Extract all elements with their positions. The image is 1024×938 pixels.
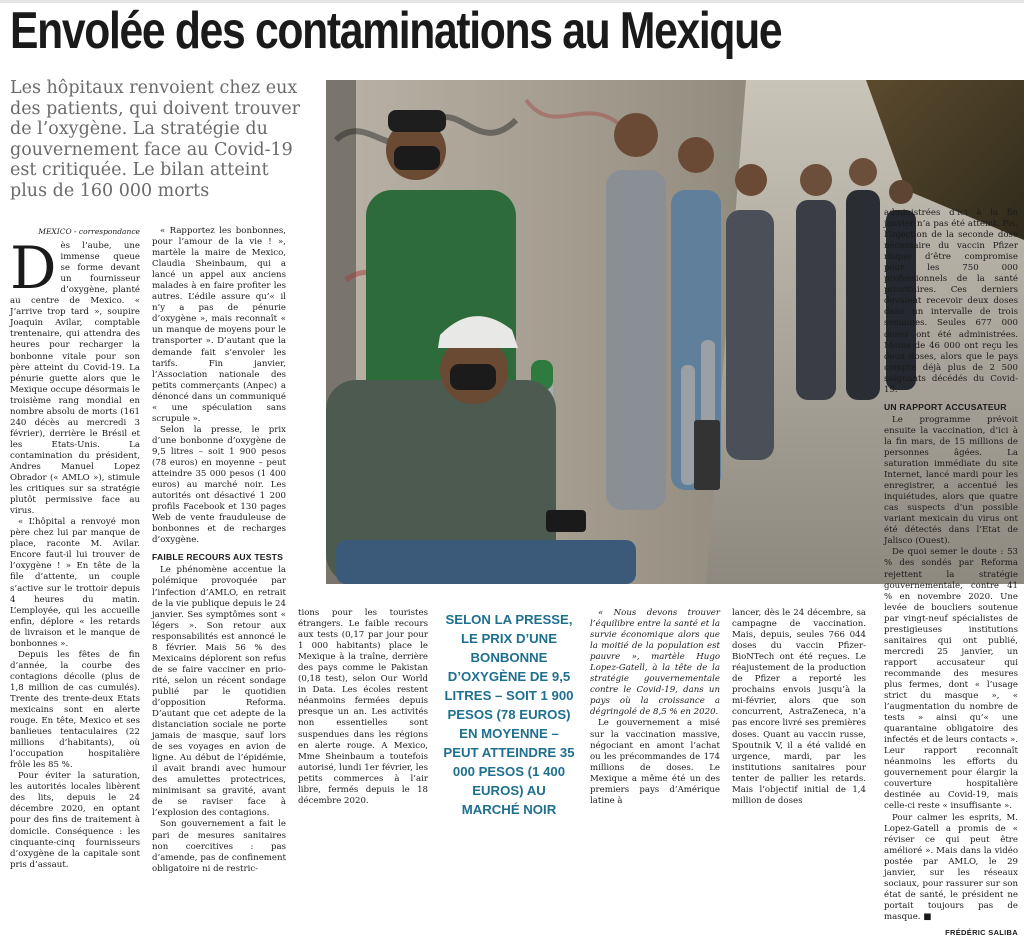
col2-paragraph: Le phénomène accentue la polémique provoquée par l’infection d’AMLO, en retrait de la vie publique depuis le 24 janvier. Ses symptômes sont « légers ». Son retour aux responsabilités est annoncé le 8 février. Mais 56 % des Mexicains déplorent son refus de se faire vacciner en prio-rité, selon un récent sondage publié par le quotidien d’opposition Reforma. D’autant que cet adepte de la distanciation sociale ne porte jamais de masque, sauf lors de ses voyages en avion de ligne. Au début de l’épidémie, il avait brandi avec humour des amulettes protectrices, minimisant sa gravité, avant de se raviser face à l’explosion des contagions. bbox=[152, 565, 286, 819]
dateline: MEXICO - correspondance bbox=[38, 227, 140, 236]
article-column-5 bbox=[590, 608, 720, 807]
col5-paragraph: « Nous devons trouver l’équilibre entre la santé et la survie économique alors que la moitié de la population est pauvre », martèle Hugo Lopez-Gatell, à la tête de la stratégie gouvernementale contre le Covid-19, dans un pays où la croissance a dégringolé de 8,5 % en 2020. bbox=[590, 608, 720, 718]
col3-paragraph: tions pour les touristes étrangers. Le faible recours aux tests (0,17 par jour pour 1 000 habitants) place le Mexique à la traîne, derrière des pays comme le Pakistan (0,18 test), selon Our World in Data. Les écoles restent néanmoins fermées depuis presque un an. Les activités non essentielles sont suspendues dans les régions en alerte rouge. A Mexico, Mme Sheinbaum a toutefois autorisé, lundi 1er février, les petits commerces à l’air libre, fermés depuis le 18 décembre 2020. bbox=[298, 608, 428, 806]
subheading-tests: FAIBLE RECOURS AUX TESTS bbox=[152, 552, 284, 563]
article-column-3 bbox=[298, 608, 428, 807]
col6-paragraph: lancer, dès le 24 décembre, sa campagne de vaccination. Mais, depuis, seules 766 044 doses du vaccin Pfizer-BioNTech ont été reçues. Le réajustement de la production de Pfizer a reporté les prochains envois jusqu’à la mi-février, alors que son concurrent, AstraZeneca, n’a pas encore livré ses premières doses. Quant au vaccin russe, Spoutnik V, il a été validé en urgence, mardi, par les institutions sanitaires pour tenter de pallier les retards. Mais l’objectif initial de 1,4 million de doses bbox=[732, 608, 866, 806]
col1-paragraph: « L’hôpital a renvoyé mon père chez lui par manque de place, raconte M. Avilar. Encore faut-il lui trouver de l’oxygène ! » En tête de la file d’attente, un couple s’active sur le trottoir depuis 4 heures du matin. L’employée, qui les accueille enfin, déplore « les retards de livraison et le manque de bonbonnes ». bbox=[10, 517, 140, 649]
article-column-6 bbox=[732, 608, 866, 807]
article-column-2 bbox=[152, 226, 286, 875]
headline: Envolée des contaminations au Mexique bbox=[10, 2, 782, 60]
col7-paragraph: De quoi semer le doute : 53 % des sondés par Reforma rejettent la stratégie gouvernementale, contre 41 % en novembre 2020. Une levée de boucliers soutenue par vingt-neuf spécialistes de prestigieuses institutions sanitaires qui ont publié, mercredi 25 janvier, un rapport accusateur qui recommande des mesures plus fermes, dont « l’usage strict du masque », « l’augmentation du nombre de tests » ainsi qu’« une quarantaine obligatoire des infectés et de leurs contacts ». Leur rapport reconnaît néanmoins les efforts du gouvernement pour élargir la couverture hospitalière destinée au Covid-19, mais celle-ci reste « insuffisante ». bbox=[884, 547, 1018, 812]
article-column-7 bbox=[884, 208, 1018, 938]
pull-quote: SELON LA PRESSE, LE PRIX D’UNE BONBONNE D’OXYGÈNE DE 9,5 LITRES – SOIT 1 900 PESOS (78 EUROS) EN MOYENNE – PEUT ATTEINDRE 35 000 PESOS (1 400 EUROS) AU MARCHÉ NOIR bbox=[443, 612, 575, 817]
col2-paragraph: Son gouvernement a fait le pari de mesures sanitaires non coercitives : pas d’amende, pas de confinement obligatoire ni de restric- bbox=[152, 819, 286, 874]
subheading-report: UN RAPPORT ACCUSATEUR bbox=[884, 401, 1007, 412]
col2-paragraph: « Rapportez les bonbonnes, pour l’amour de la vie ! », martèle la maire de Mexico, Claudia Sheinbaum, qui a lancé un appel aux anciens malades à en faire profiter les autres. L’édile assure qu’« il n’y a pas de pénurie d’oxygène », mais reconnaît « un manque de moyens pour le transporter ». D’autant que la demande fait s’envoler les tarifs. Fin janvier, l’Association nationale des petits commerçants (Anpec) a dénoncé dans un communiqué « une spéculation sans scrupule ». bbox=[152, 226, 286, 424]
col7-paragraph: Pour calmer les esprits, M. Lopez-Gatell a promis de « réviser ce qui peut être amélioré ». Mais dans la vidéo postée par AMLO, le 29 janvier, sur les réseaux sociaux, pour rassurer sur son état de santé, le président ne portait toujours pas de masque. ■ bbox=[884, 812, 1018, 922]
drop-cap: D bbox=[10, 234, 57, 303]
col1-paragraph: ès l’aube, une immense queue se forme devant un fournisseur d’oxygène, planté au centre de Mexico. « J’arrive trop tard », soupire Joaquin Avilar, comptable trentenaire, qui attendra des heures pour recharger la bonbonne vitale pour son père atteint du Covid-19. La pénurie guette alors que le Mexique occupe désormais le troisième rang mondial en nombre absolu de morts (161 240 décès au mercredi 3 février), derrière le Brésil et les Etats-Unis. La contamination du président, Andres Manuel Lopez Obrador (« AMLO »), stimule les critiques sur sa stratégie plutôt permissive face au virus. bbox=[10, 241, 140, 517]
author-signature: FRÉDÉRIC SALIBA bbox=[945, 928, 1018, 937]
standfirst: Les hôpitaux renvoient chez eux des patients, qui doivent trouver de l’oxygène. La stratégie du gouvernement face au Covid-19 est critiquée. Le bilan atteint plus de 160 000 morts bbox=[10, 78, 301, 201]
col5-paragraph: Le gouvernement a misé sur la vaccination massive, négociant en amont l’achat ou les précommandes de 174 millions de doses. Le Mexique a même été un des premiers pays d’Amérique latine à bbox=[590, 718, 720, 806]
col2-paragraph: Selon la presse, le prix d’une bonbonne d’oxygène de 9,5 litres – soit 1 900 pesos (78 euros) en moyenne – peut atteindre 35 000 pesos (1 400 euros) au marché noir. Les autorités ont désactivé 1 200 profils Facebook et 130 pages Web de vente frauduleuse de bonbonnes et de recharges d’oxygène. bbox=[152, 424, 286, 546]
col1-paragraph: Depuis les fêtes de fin d’année, la courbe des contagions décolle (plus de 1,8 million de cas cumulés). Trente des trente-deux Etats mexicains sont en alerte rouge. En tête, Mexico et ses banlieues tentaculaires (22 millions d’habitants), où l’occupation hospitalière frôle les 85 %. bbox=[10, 649, 140, 771]
col7-paragraph: administrées d’ici à la fin janvier n’a pas été atteint. Pis, l’injection de la seconde dose nécessaire du vaccin Pfizer risque d’être compromise pour les 750 000 professionnels de la santé prioritaires. Ces derniers devaient recevoir deux doses dans un intervalle de trois semaines. Seules 677 000 doses ont été administrées. Moins de 46 000 ont reçu les deux doses, alors que le pays compte déjà plus de 2 500 soignants décédés du Covid-19. bbox=[884, 208, 1018, 395]
article-column-1 bbox=[10, 226, 140, 871]
col7-paragraph: Le programme prévoit ensuite la vaccination, d’ici à la fin mars, de 15 millions de personnes âgées. La saturation immédiate du site Internet, lancé mardi pour les enregistrer, a accentué les inquiétudes, alors que quatre cas suspects d’un possible variant mexicain du virus ont été détectés dans l’Etat de Jalisco (Ouest). bbox=[884, 414, 1018, 547]
col1-paragraph: Pour éviter la saturation, les autorités locales libèrent des lits, depuis le 24 décembre 2020, en optant pour des fins de traitement à domicile. Conséquence : les cinquante-cinq fournisseurs d’oxygène de la capitale sont pris d’assaut. bbox=[10, 771, 140, 870]
